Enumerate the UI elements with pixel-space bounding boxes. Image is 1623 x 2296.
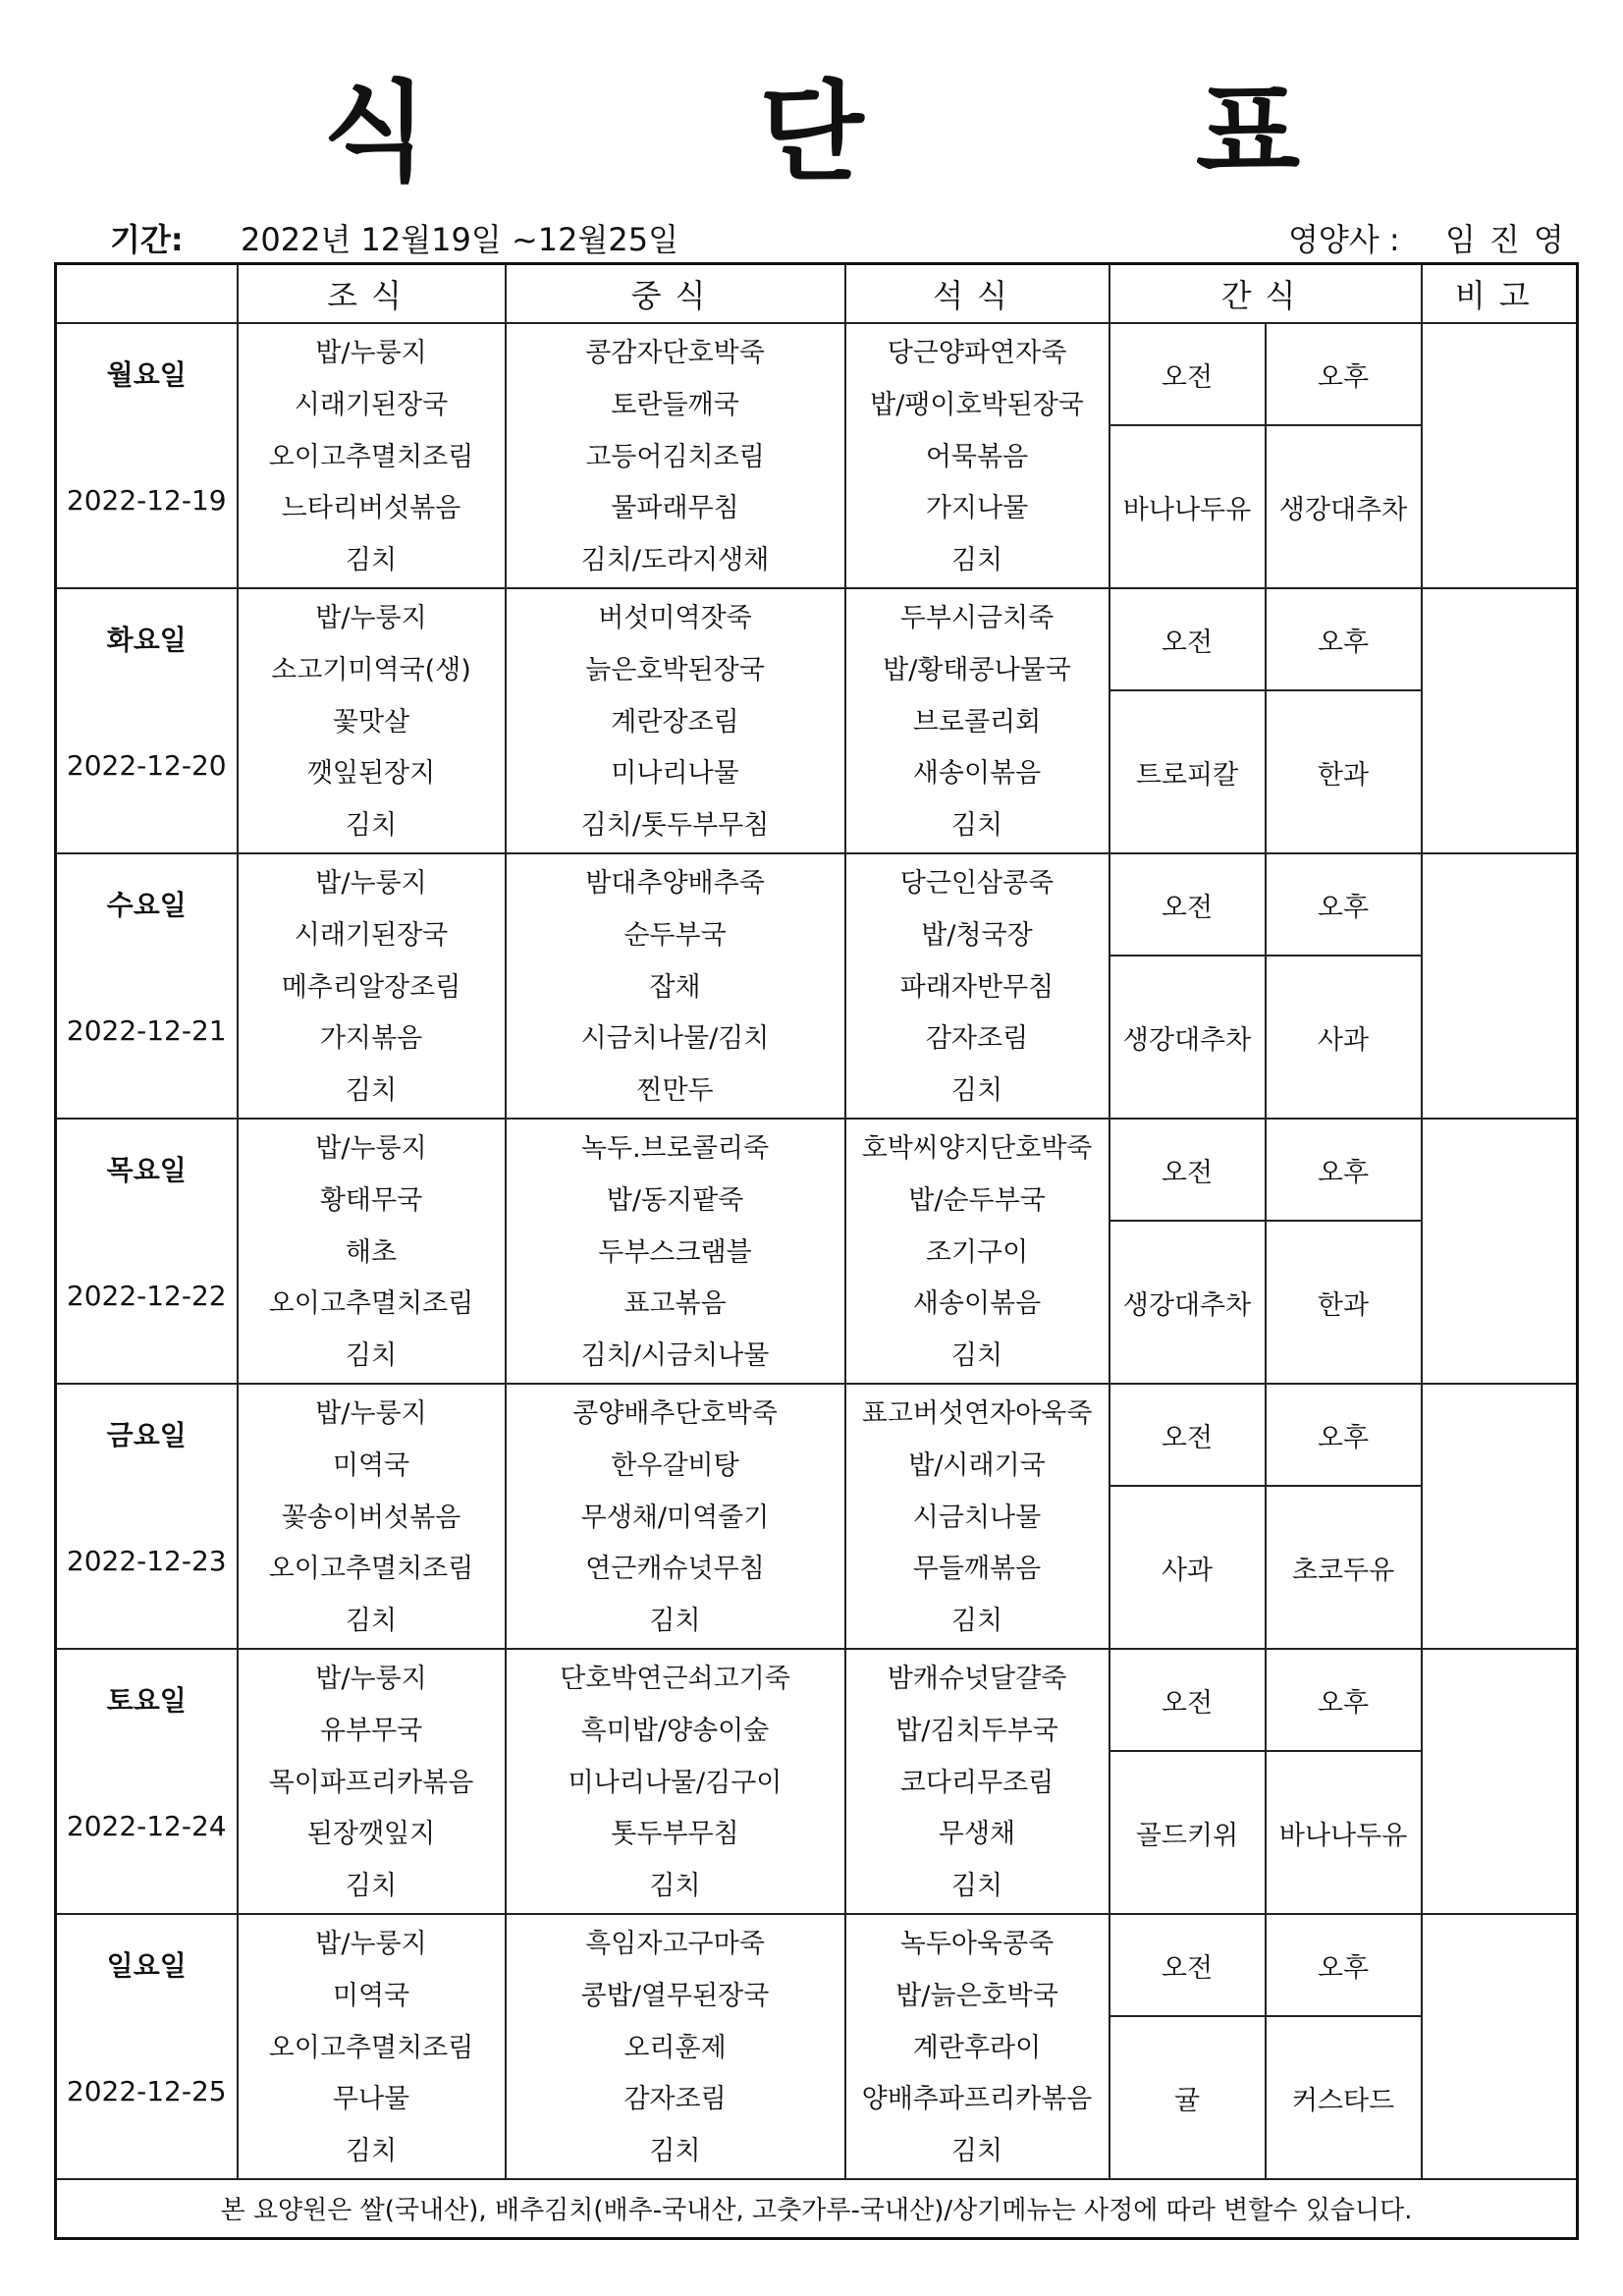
note-cell <box>1422 1649 1578 1914</box>
lunch-cell <box>506 588 845 853</box>
breakfast-item: 밥/누룽지 <box>315 1397 427 1429</box>
snack-pm-item: 사과 <box>1266 956 1422 1119</box>
dinner-item: 밥/순두부국 <box>908 1184 1046 1216</box>
snack-pm-label: 오후 <box>1266 1384 1422 1486</box>
day-row <box>56 323 1578 425</box>
snack-pm-item: 한과 <box>1266 1221 1422 1384</box>
breakfast-item: 메추리알장조림 <box>281 971 461 1003</box>
day-name: 수요일 <box>106 888 187 921</box>
dinner-item: 김치 <box>950 1606 1003 1637</box>
lunch-cell <box>506 853 845 1119</box>
dinner-item: 밥/팽이호박된장국 <box>870 389 1084 420</box>
period-value: 2022년 12월19일 ~12월25일 <box>241 221 679 258</box>
breakfast-cell <box>238 1914 506 2179</box>
dinner-item: 무들깨볶음 <box>912 1554 1042 1585</box>
day-cell <box>56 1119 238 1384</box>
day-row <box>56 1914 1578 2016</box>
snack-pm-label: 오후 <box>1266 1119 1422 1221</box>
snack-am-item: 사과 <box>1109 1486 1266 1649</box>
dinner-cell <box>845 323 1109 588</box>
breakfast-item: 소고기미역국(생) <box>271 654 471 685</box>
day-cell <box>56 588 238 853</box>
breakfast-cell <box>238 588 506 853</box>
lunch-item: 무생채/미역줄기 <box>580 1502 770 1533</box>
breakfast-item: 밥/누룽지 <box>315 338 427 368</box>
breakfast-item: 김치 <box>345 1340 398 1372</box>
dinner-cell <box>845 588 1109 853</box>
header-blank <box>56 264 238 324</box>
lunch-cell <box>506 1119 845 1384</box>
lunch-item: 김치 <box>649 1871 701 1902</box>
dinner-item: 밥/늙은호박국 <box>895 1980 1058 2011</box>
breakfast-item: 오이고추멸치조림 <box>268 1554 474 1585</box>
lunch-item: 시금치나물/김치 <box>580 1023 770 1055</box>
footer-note: 본 요양원은 쌀(국내산), 배추김치(배추-국내산, 고춧가루-국내산)/상기메뉴는 사정에 따라 변할수 있습니다. <box>56 2179 1578 2239</box>
dinner-cell <box>845 853 1109 1119</box>
dinner-item: 밥/김치두부국 <box>895 1715 1058 1746</box>
day-name: 일요일 <box>106 1948 187 1982</box>
lunch-item: 계란장조림 <box>611 706 739 738</box>
dinner-item: 당근양파연자죽 <box>887 338 1067 368</box>
breakfast-item: 꽃송이버섯볶음 <box>281 1502 461 1533</box>
dinner-item: 김치 <box>950 1871 1003 1902</box>
day-date: 2022-12-21 <box>66 1013 227 1047</box>
lunch-item: 콩밥/열무된장국 <box>580 1980 770 2011</box>
day-name: 월요일 <box>106 358 187 391</box>
snack-pm-label: 오후 <box>1266 1649 1422 1751</box>
note-cell <box>1422 323 1578 588</box>
day-cell <box>56 1649 238 1914</box>
day-name: 목요일 <box>106 1153 187 1186</box>
dinner-cell <box>845 1914 1109 2179</box>
breakfast-item: 미역국 <box>332 1449 410 1481</box>
breakfast-cell <box>238 853 506 1119</box>
lunch-item: 김치/도라지생채 <box>580 545 770 576</box>
dinner-item: 당근인삼콩죽 <box>899 867 1055 899</box>
nutritionist-label: 영양사 : <box>1288 221 1400 258</box>
note-cell <box>1422 588 1578 853</box>
lunch-item: 표고볶음 <box>623 1288 727 1320</box>
lunch-cell <box>506 1649 845 1914</box>
dinner-item: 가지나물 <box>925 493 1029 524</box>
dinner-item: 새송이볶음 <box>912 758 1042 790</box>
snack-pm-item: 생강대추차 <box>1266 425 1422 588</box>
breakfast-cell <box>238 1649 506 1914</box>
lunch-item: 콩양배추단호박죽 <box>572 1397 778 1429</box>
breakfast-item: 깻잎된장지 <box>306 758 436 790</box>
lunch-item: 늙은호박된장국 <box>585 654 765 685</box>
dinner-item: 양배추파프리카볶음 <box>861 2084 1093 2115</box>
breakfast-item: 밥/누룽지 <box>315 1663 427 1694</box>
day-cell <box>56 323 238 588</box>
breakfast-item: 밥/누룽지 <box>315 602 427 633</box>
dinner-item: 김치 <box>950 545 1003 576</box>
day-date: 2022-12-24 <box>66 1809 227 1842</box>
lunch-item: 찐만두 <box>636 1075 714 1107</box>
lunch-item: 두부스크램블 <box>598 1236 752 1268</box>
lunch-item: 톳두부무침 <box>611 1819 739 1850</box>
snack-pm-label: 오후 <box>1266 588 1422 690</box>
dinner-cell <box>845 1649 1109 1914</box>
snack-pm-label: 오후 <box>1266 853 1422 956</box>
day-date: 2022-12-19 <box>66 484 227 517</box>
breakfast-item: 밥/누룽지 <box>315 1132 427 1164</box>
dinner-item: 무생채 <box>938 1819 1016 1850</box>
page-title: 식 단 표 <box>322 70 1448 195</box>
lunch-item: 김치 <box>649 1606 701 1637</box>
snack-pm-label: 오후 <box>1266 1914 1422 2016</box>
lunch-item: 흑임자고구마죽 <box>585 1928 765 1959</box>
lunch-item: 김치 <box>649 2136 701 2167</box>
header-snack: 간식 <box>1109 264 1422 324</box>
dinner-item: 밥/황태콩나물국 <box>883 654 1071 685</box>
day-cell <box>56 1384 238 1649</box>
dinner-item: 김치 <box>950 810 1003 842</box>
breakfast-item: 김치 <box>345 545 398 576</box>
breakfast-item: 황태무국 <box>319 1184 423 1216</box>
lunch-item: 순두부국 <box>623 919 727 951</box>
breakfast-item: 된장깻잎지 <box>306 1819 436 1850</box>
lunch-item: 잡채 <box>649 971 701 1003</box>
day-row <box>56 1649 1578 1751</box>
dinner-item: 호박씨양지단호박죽 <box>861 1132 1093 1164</box>
day-name: 화요일 <box>106 623 187 656</box>
snack-pm-item: 커스타드 <box>1266 2016 1422 2179</box>
breakfast-item: 오이고추멸치조림 <box>268 441 474 472</box>
snack-pm-label: 오후 <box>1266 323 1422 425</box>
dinner-cell <box>845 1119 1109 1384</box>
lunch-item: 밥/동지팥죽 <box>606 1184 744 1216</box>
header-row <box>56 264 1578 324</box>
footer-row <box>56 2179 1578 2239</box>
day-name: 금요일 <box>106 1418 187 1451</box>
day-row <box>56 1384 1578 1486</box>
dinner-item: 두부시금치죽 <box>899 602 1055 633</box>
lunch-item: 김치/시금치나물 <box>580 1340 770 1372</box>
day-cell <box>56 853 238 1119</box>
dinner-item: 밥/청국장 <box>921 919 1033 951</box>
snack-am-item: 귤 <box>1109 2016 1266 2179</box>
lunch-item: 물파래무침 <box>611 493 739 524</box>
snack-am-item: 골드키위 <box>1109 1751 1266 1914</box>
snack-am-item: 생강대추차 <box>1109 956 1266 1119</box>
lunch-item: 연근캐슈넛무침 <box>585 1554 765 1585</box>
day-row <box>56 1119 1578 1221</box>
breakfast-item: 시래기된장국 <box>294 389 449 420</box>
snack-am-label: 오전 <box>1109 1914 1266 2016</box>
snack-am-item: 생강대추차 <box>1109 1221 1266 1384</box>
dinner-cell <box>845 1384 1109 1649</box>
lunch-item: 오리훈제 <box>623 2032 727 2063</box>
lunch-item: 녹두.브로콜리죽 <box>580 1132 770 1164</box>
note-cell <box>1422 1914 1578 2179</box>
dinner-item: 감자조림 <box>925 1023 1029 1055</box>
snack-am-item: 트로피칼 <box>1109 690 1266 853</box>
lunch-cell <box>506 1914 845 2179</box>
dinner-item: 밤캐슈넛달걀죽 <box>887 1663 1067 1694</box>
day-date: 2022-12-20 <box>66 748 227 782</box>
snack-am-label: 오전 <box>1109 853 1266 956</box>
note-cell <box>1422 1119 1578 1384</box>
note-cell <box>1422 853 1578 1119</box>
period-label: 기간: <box>110 221 184 258</box>
lunch-item: 한우갈비탕 <box>611 1449 739 1481</box>
snack-am-label: 오전 <box>1109 1649 1266 1751</box>
breakfast-cell <box>238 1384 506 1649</box>
dinner-item: 어묵볶음 <box>925 441 1029 472</box>
header-breakfast: 조식 <box>238 264 506 324</box>
dinner-item: 김치 <box>950 2136 1003 2167</box>
breakfast-item: 김치 <box>345 810 398 842</box>
dinner-item: 브로콜리회 <box>912 706 1042 738</box>
breakfast-item: 무나물 <box>332 2084 410 2115</box>
header-lunch: 중식 <box>506 264 845 324</box>
day-row <box>56 588 1578 690</box>
dinner-item: 표고버섯연자아욱죽 <box>861 1397 1093 1429</box>
snack-am-label: 오전 <box>1109 588 1266 690</box>
lunch-item: 고등어김치조림 <box>585 441 765 472</box>
dinner-item: 파래자반무침 <box>899 971 1055 1003</box>
lunch-item: 미나리나물/김구이 <box>568 1767 783 1798</box>
nutritionist-name: 임진영 <box>1445 221 1578 258</box>
header-note: 비고 <box>1422 264 1578 324</box>
breakfast-item: 해초 <box>345 1236 398 1268</box>
lunch-cell <box>506 323 845 588</box>
lunch-item: 밤대추양배추죽 <box>585 867 765 899</box>
breakfast-item: 밥/누룽지 <box>315 867 427 899</box>
day-row <box>56 853 1578 956</box>
dinner-item: 밥/시래기국 <box>908 1449 1046 1481</box>
lunch-item: 단호박연근쇠고기죽 <box>560 1663 790 1694</box>
breakfast-item: 가지볶음 <box>319 1023 423 1055</box>
breakfast-item: 김치 <box>345 1075 398 1107</box>
breakfast-item: 오이고추멸치조림 <box>268 2032 474 2063</box>
lunch-cell <box>506 1384 845 1649</box>
dinner-item: 김치 <box>950 1340 1003 1372</box>
lunch-item: 버섯미역잣죽 <box>598 602 752 633</box>
breakfast-item: 유부무국 <box>319 1715 423 1746</box>
day-date: 2022-12-23 <box>66 1544 227 1577</box>
day-date: 2022-12-22 <box>66 1279 227 1312</box>
breakfast-cell <box>238 1119 506 1384</box>
snack-am-item: 바나나두유 <box>1109 425 1266 588</box>
breakfast-item: 김치 <box>345 1871 398 1902</box>
breakfast-item: 김치 <box>345 1606 398 1637</box>
day-date: 2022-12-25 <box>66 2074 227 2107</box>
lunch-item: 콩감자단호박죽 <box>585 338 765 368</box>
snack-am-label: 오전 <box>1109 1119 1266 1221</box>
lunch-item: 흑미밥/양송이숲 <box>580 1715 770 1746</box>
dinner-item: 계란후라이 <box>912 2032 1042 2063</box>
note-cell <box>1422 1384 1578 1649</box>
dinner-item: 조기구이 <box>925 1236 1029 1268</box>
snack-am-label: 오전 <box>1109 323 1266 425</box>
dinner-item: 코다리무조림 <box>899 1767 1055 1798</box>
day-cell <box>56 1914 238 2179</box>
day-name: 토요일 <box>106 1683 187 1717</box>
dinner-item: 녹두아욱콩죽 <box>899 1928 1055 1959</box>
snack-am-label: 오전 <box>1109 1384 1266 1486</box>
snack-pm-item: 초코두유 <box>1266 1486 1422 1649</box>
lunch-item: 김치/톳두부무침 <box>580 810 770 842</box>
breakfast-item: 밥/누룽지 <box>315 1928 427 1959</box>
lunch-item: 미나리나물 <box>611 758 739 790</box>
header-dinner: 석식 <box>845 264 1109 324</box>
breakfast-item: 느타리버섯볶음 <box>281 493 461 524</box>
lunch-item: 토란들깨국 <box>611 389 739 420</box>
dinner-item: 김치 <box>950 1075 1003 1107</box>
breakfast-item: 목이파프리카볶음 <box>268 1767 474 1798</box>
dinner-item: 시금치나물 <box>912 1502 1042 1533</box>
dinner-item: 새송이볶음 <box>912 1288 1042 1320</box>
breakfast-item: 미역국 <box>332 1980 410 2011</box>
snack-pm-item: 바나나두유 <box>1266 1751 1422 1914</box>
menu-table <box>54 262 1579 2240</box>
breakfast-item: 김치 <box>345 2136 398 2167</box>
breakfast-cell <box>238 323 506 588</box>
snack-pm-item: 한과 <box>1266 690 1422 853</box>
breakfast-item: 오이고추멸치조림 <box>268 1288 474 1320</box>
lunch-item: 감자조림 <box>623 2084 727 2115</box>
breakfast-item: 꽃맛살 <box>332 706 410 738</box>
breakfast-item: 시래기된장국 <box>294 919 449 951</box>
